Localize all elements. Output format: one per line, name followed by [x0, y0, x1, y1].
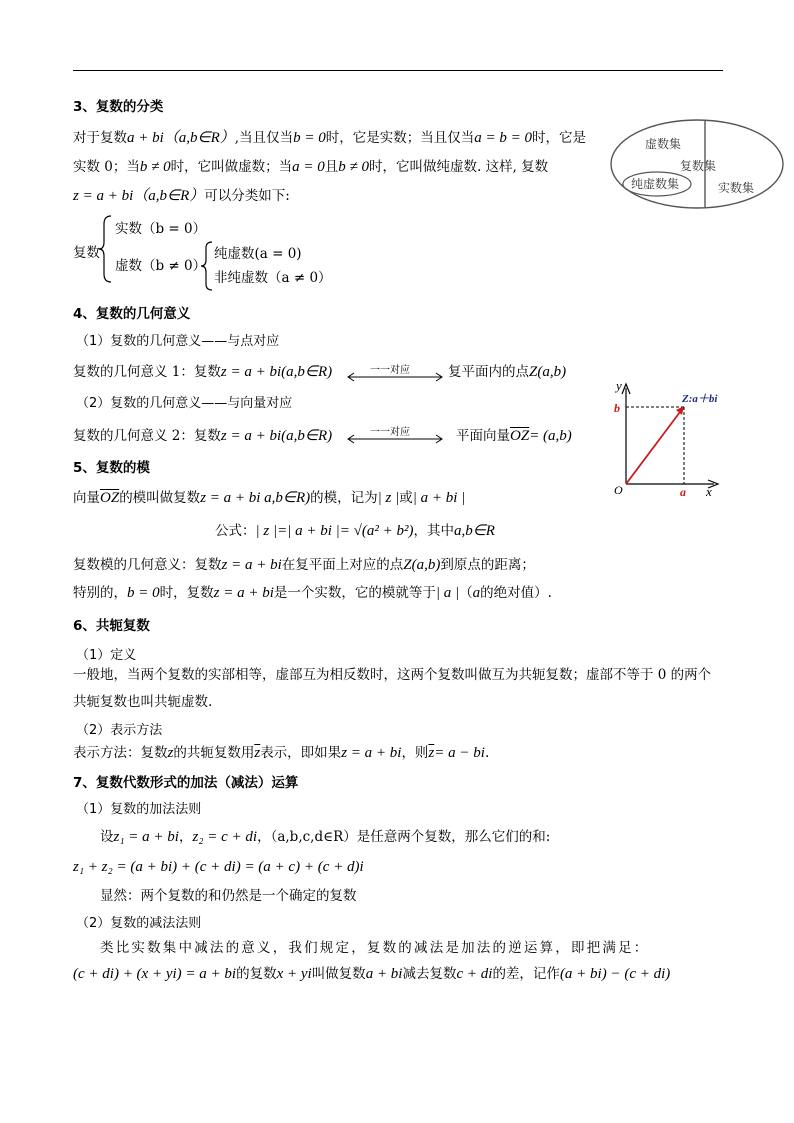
vector-oz: $\overline{OZ}$: [100, 490, 120, 506]
text: 向量: [73, 490, 100, 506]
math: | z |=| a + bi |= √(a² + b²): [255, 523, 414, 539]
venn-complex-label: 复数集: [680, 159, 717, 173]
s3-line-2: [73, 157, 548, 177]
math: Z(a,b): [529, 364, 567, 380]
cls-real: 实数（b = 0）: [115, 221, 207, 237]
math: z = a + bi: [73, 188, 134, 204]
math: | z |: [377, 490, 400, 506]
math: （a,b∈R）: [133, 188, 205, 204]
venn-real-label: 实数集: [718, 181, 755, 195]
origin-label: O: [614, 483, 623, 497]
venn-diagram: [608, 118, 788, 214]
venn-pure-label: 纯虚数集: [631, 177, 680, 191]
text: 实数 0；当: [73, 159, 140, 175]
text: 减去复数: [402, 966, 457, 982]
complex-plane-graph: [606, 372, 736, 500]
cls-nonpure: 非纯虚数（a ≠ 0）: [214, 270, 332, 286]
text: 平面向量: [456, 428, 510, 444]
s6-line-2: [73, 743, 489, 763]
math: a = 0: [292, 159, 325, 175]
math: z₁ + z₂ = (a + bi) + (c + di) = (a + c) + (c + d)i: [73, 859, 364, 875]
text: 复数模的几何意义：复数: [73, 557, 222, 573]
text: 时，它叫做纯虚数. 这样, 复数: [368, 159, 549, 175]
vector-oz-line: [626, 412, 680, 484]
one-to-one-arrow-1: [346, 362, 444, 382]
cls-pure: 纯虚数(a = 0): [214, 246, 302, 262]
double-arrow-icon: [346, 362, 444, 382]
cls-brace-2: [200, 240, 214, 292]
s7-line-2: 类比实数集中减法的意义，我们规定，复数的减法是加法的逆运算，即把满足：: [100, 940, 650, 956]
s7-line-3: [73, 964, 670, 984]
math: （a,b∈R）: [163, 130, 235, 146]
math: z = a + bi a,b∈R): [200, 490, 311, 506]
arrow-label: 一一对应: [370, 427, 410, 438]
x-label: x: [706, 484, 712, 499]
s6-sub-1: （1）定义: [76, 648, 137, 663]
math: a + bi: [127, 130, 164, 146]
math: Z(a,b): [403, 557, 441, 573]
text: .: [484, 745, 490, 761]
b-label: b: [614, 401, 620, 415]
s4-line-2: [73, 426, 332, 446]
conjugate-z: $\overline{z}$: [428, 745, 435, 761]
math: (a + bi) − (c + di): [559, 966, 671, 982]
text: 的差，记作: [492, 966, 560, 982]
s7-sum: [73, 857, 364, 877]
math: z: [167, 745, 174, 761]
section-7-title: 7、复数代数形式的加法（减法）运算: [73, 775, 299, 791]
s6-sub-2: （2）表示方法: [76, 723, 163, 738]
text: 的共轭复数用: [173, 745, 255, 761]
text: 的模，记为: [310, 490, 378, 506]
s5-line-4: [73, 583, 552, 603]
venn-imag-label: 虚数集: [645, 137, 682, 151]
section-5-title: 5、复数的模: [73, 460, 150, 476]
text: 叫做复数: [311, 966, 366, 982]
text: 时，复数: [159, 585, 214, 601]
z-label: Z:a＋bi: [682, 393, 718, 405]
double-arrow-icon: [346, 424, 444, 444]
text: 是一个实数，它的模就等于: [273, 585, 436, 601]
math: z = a + bi(a,b∈R): [220, 364, 333, 380]
text: 复数的几何意义 1：复数: [73, 364, 221, 380]
math: = a − bi: [434, 745, 485, 761]
arrow-label: 一一对应: [370, 365, 410, 376]
s4-line-2-tail: [456, 426, 572, 446]
text: 表示，即如果: [260, 745, 342, 761]
text: 时，它是实数；当且仅当: [325, 130, 475, 146]
s7-line-1: [100, 827, 550, 847]
math: (c + di) + (x + yi) = a + bi: [73, 966, 237, 982]
text: ，: [178, 829, 193, 845]
math: b = 0: [127, 585, 160, 601]
y-label: y: [616, 378, 622, 393]
s3-line-1: [73, 128, 586, 148]
text: 设: [100, 829, 114, 845]
header-rule: [73, 70, 723, 71]
s7-sub-2: （2）复数的减法法则: [76, 916, 202, 931]
s6-definition: 一般地，当两个复数的实部相等，虚部互为相反数时，这两个复数叫做互为共轭复数；虚部不等于 0 的两个共轭复数也叫共轭虚数.: [73, 667, 712, 710]
cls-brace-1: [98, 214, 114, 284]
math: b ≠ 0: [139, 159, 171, 175]
section-3-title: 3、复数的分类: [73, 99, 164, 115]
cls-imag: 虚数（b ≠ 0）: [115, 258, 207, 274]
math: | a |: [435, 585, 460, 601]
math: b = 0: [293, 130, 326, 146]
one-to-one-arrow-2: [346, 424, 444, 444]
math: z = a + bi: [221, 557, 282, 573]
math: | a + bi |: [412, 490, 466, 506]
text: ，则: [401, 745, 429, 761]
text: （: [459, 585, 473, 601]
math: a,b∈R: [453, 523, 495, 539]
s7-obvious: 显然：两个复数的和仍然是一个确定的复数: [100, 888, 357, 904]
math: x + yi: [276, 966, 312, 982]
math: z = a + bi: [213, 585, 274, 601]
text: 且: [324, 159, 339, 175]
conjugate-z: $\overline{z}$: [254, 745, 261, 761]
s3-line-3: [73, 186, 290, 206]
section-4-title: 4、复数的几何意义: [73, 306, 191, 322]
math: c + di: [456, 966, 493, 982]
text: 或: [399, 490, 413, 506]
text: 时，它叫做虚数；当: [170, 159, 293, 175]
text: 到原点的距离；: [440, 557, 535, 573]
text: 时，它是: [531, 130, 586, 146]
s4-sub-1: （1）复数的几何意义——与点对应: [76, 334, 280, 349]
s5-line-3: [73, 555, 535, 575]
vector-oz: $\overline{OZ}$: [510, 428, 530, 444]
math: a = b = 0: [474, 130, 532, 146]
text: 对于复数: [73, 130, 127, 146]
text: ，其中: [413, 523, 454, 539]
text: 可以分类如下:: [204, 188, 290, 204]
text: 复数的几何意义 2：复数: [73, 428, 221, 444]
s4-line-1: [73, 362, 332, 382]
math: a + bi: [365, 966, 403, 982]
math: z = a + bi(a,b∈R): [220, 428, 333, 444]
text: 在复平面上对应的点: [281, 557, 404, 573]
text: ，（a,b,c,d∈R）是任意两个复数，那么它们的和:: [257, 829, 551, 845]
s4-sub-2: （2）复数的几何意义——与向量对应: [76, 396, 293, 411]
text: 的模叫做复数: [119, 490, 201, 506]
s4-line-1-tail: [448, 362, 566, 382]
section-6-title: 6、共轭复数: [73, 618, 150, 634]
text: 复平面内的点: [448, 364, 529, 380]
text: 的绝对值）.: [480, 585, 552, 601]
text: 表示方法：复数: [73, 745, 168, 761]
math: z₂ = c + di: [192, 829, 258, 845]
math: z = a + bi: [341, 745, 402, 761]
math: = (a,b): [529, 428, 572, 444]
text: ,当且仅当: [234, 130, 294, 146]
cls-root: 复数: [73, 245, 100, 261]
text: 特别的，: [73, 585, 127, 601]
a-label: a: [680, 485, 686, 499]
math: z₁ = a + bi: [113, 829, 179, 845]
text: 的复数: [236, 966, 277, 982]
math: a: [472, 585, 481, 601]
text: 公式：: [215, 523, 256, 539]
math: b ≠ 0: [338, 159, 369, 175]
s5-line-1: [73, 488, 465, 508]
s7-sub-1: （1）复数的加法法则: [76, 802, 202, 817]
s5-formula: [215, 521, 495, 541]
